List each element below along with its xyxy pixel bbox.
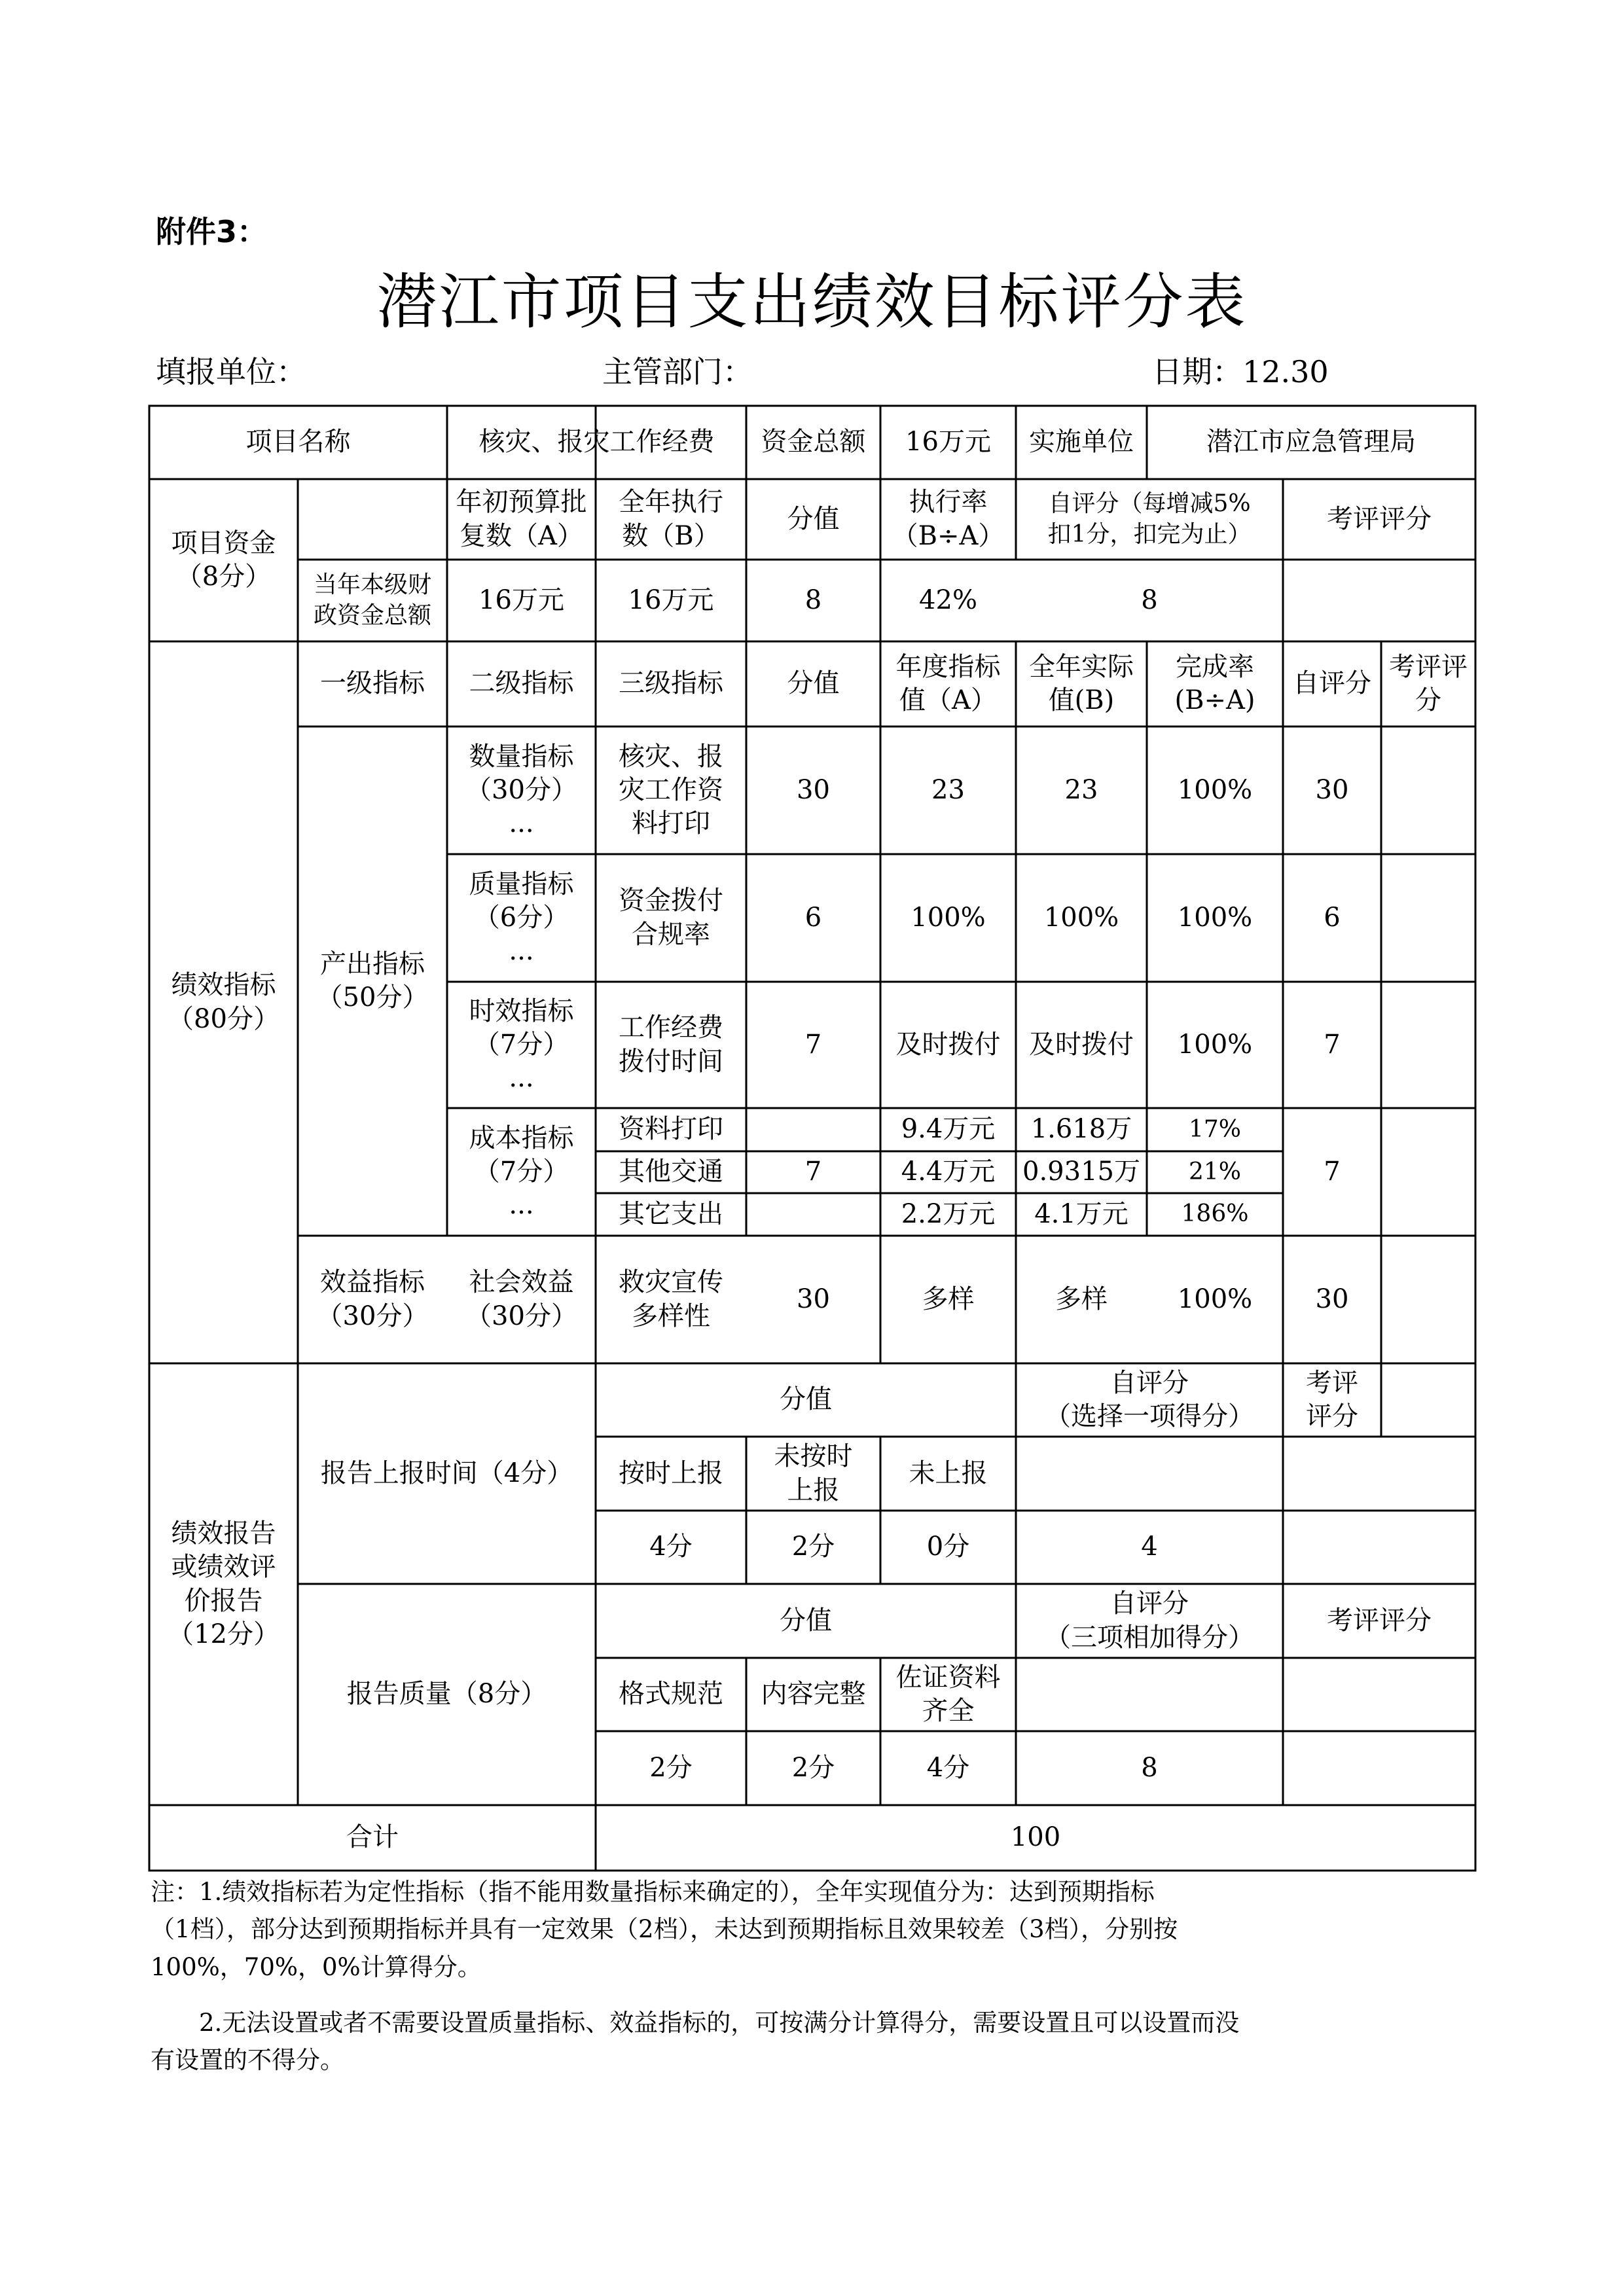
output-indicator-label: 产出指标 （50分） [316, 948, 429, 1013]
funds-exec: 16万元 [628, 584, 714, 615]
perf-h-rate: 完成率 (B÷A) [1174, 651, 1255, 715]
funds-score: 8 [804, 584, 822, 615]
benefit-indicator-label: 效益指标 （30分） [316, 1267, 429, 1331]
qty-target: 23 [931, 774, 965, 805]
cost-row-rate: 17% [1188, 1115, 1241, 1143]
note-2: 2.无法设置或者不需要设置质量指标、效益指标的，可按满分计算得分，需要设置且可以设置而没 有设置的不得分。 [151, 2009, 1240, 2075]
funds-row-label: 当年本级财 政资金总额 [313, 571, 431, 629]
report-quality-self-label: 自评分 （三项相加得分） [1045, 1588, 1254, 1653]
total-funds-label: 资金总额 [761, 427, 866, 457]
funds-section-label: 项目资金 （8分） [171, 528, 276, 592]
perf-h-actual: 全年实际 值(B) [1029, 651, 1134, 715]
report-content-points: 2分 [791, 1752, 835, 1783]
cost-row-name: 其他交通 [619, 1157, 723, 1187]
social-target: 多样 [922, 1283, 975, 1314]
cost-indicator-label: 成本指标 （7分） ... [469, 1122, 574, 1221]
cost-row-name: 其它支出 [619, 1198, 723, 1229]
report-on-time-points: 4分 [649, 1532, 693, 1562]
cost-row-actual: 4.1万元 [1034, 1198, 1128, 1229]
social-self: 30 [1315, 1283, 1349, 1314]
report-evidence: 佐证资料 齐全 [895, 1662, 1001, 1726]
report-time-self: 4 [1141, 1532, 1158, 1562]
social-score: 30 [797, 1283, 830, 1314]
report-format: 格式规范 [619, 1679, 723, 1710]
funds-col-budget: 年初预算批 复数（A） [456, 487, 587, 551]
date-label: 日期：12.30 [1152, 354, 1329, 389]
time-actual: 及时拨付 [1029, 1029, 1134, 1060]
qty-indicator-label: 数量指标 （30分） ... [465, 741, 577, 839]
cost-row-rate: 21% [1188, 1158, 1241, 1185]
qual-actual: 100% [1043, 902, 1119, 933]
report-content: 内容完整 [761, 1679, 866, 1710]
report-late: 未按时 上报 [774, 1441, 853, 1505]
department-label: 主管部门： [602, 354, 753, 389]
cost-score: 7 [804, 1156, 822, 1187]
cost-row-target: 2.2万元 [901, 1198, 996, 1229]
report-evidence-points: 4分 [926, 1752, 970, 1783]
social-benefit-label: 社会效益 （30分） [465, 1267, 577, 1331]
funds-col-rate: 执行率 （B÷A） [892, 487, 1005, 551]
time-level3: 工作经费 拨付时间 [619, 1013, 723, 1077]
cost-row-target: 4.4万元 [901, 1157, 996, 1187]
perf-h-target: 年度指标 值（A） [895, 651, 1001, 715]
cost-row-target: 9.4万元 [901, 1114, 996, 1145]
qual-score: 6 [804, 902, 822, 933]
cost-row-rate: 186% [1181, 1200, 1249, 1228]
impl-unit-label: 实施单位 [1029, 427, 1134, 457]
perf-h-level3: 三级指标 [619, 668, 723, 699]
qty-level3: 核灾、报 灾工作资 料打印 [619, 741, 723, 839]
qual-rate: 100% [1177, 902, 1253, 933]
qty-self: 30 [1315, 774, 1349, 805]
report-time-score-label: 分值 [780, 1384, 832, 1415]
perf-h-self: 自评分 [1293, 668, 1371, 699]
total-funds-value: 16万元 [905, 427, 991, 457]
perf-h-level2: 二级指标 [469, 668, 574, 699]
funds-col-score: 分值 [787, 503, 840, 534]
qty-score: 30 [797, 774, 830, 805]
report-quality-self: 8 [1141, 1752, 1158, 1783]
qual-level3: 资金拨付 合规率 [619, 886, 723, 950]
time-score: 7 [804, 1029, 822, 1060]
time-target: 及时拨付 [895, 1029, 1001, 1060]
reporting-unit-label: 填报单位： [156, 354, 306, 389]
cost-row-actual: 0.9315万 [1022, 1157, 1140, 1187]
qty-rate: 100% [1177, 774, 1253, 805]
report-format-points: 2分 [649, 1752, 693, 1783]
report-time-self-label: 自评分 （选择一项得分） [1045, 1367, 1254, 1431]
time-rate: 100% [1177, 1029, 1253, 1060]
qty-actual: 23 [1064, 774, 1098, 805]
perf-section-label: 绩效指标 （80分） [168, 970, 280, 1034]
qual-target: 100% [911, 902, 986, 933]
page-title: 潜江市项目支出绩效目标评分表 [376, 267, 1248, 337]
project-name-label: 项目名称 [245, 427, 351, 457]
perf-h-score: 分值 [787, 668, 840, 699]
funds-col-self: 自评分（每增减5% 扣1分，扣完为止） [1047, 490, 1252, 548]
cost-row-actual: 1.618万 [1030, 1114, 1132, 1145]
cost-self: 7 [1324, 1156, 1341, 1187]
funds-budget: 16万元 [478, 584, 564, 615]
time-indicator-label: 时效指标 （7分） ... [469, 996, 574, 1094]
qual-self: 6 [1324, 902, 1341, 933]
funds-col-exec: 全年执行 数（B） [619, 487, 723, 551]
report-quality-score-label: 分值 [780, 1605, 832, 1636]
total-value: 100 [1010, 1822, 1061, 1853]
project-name-value: 核灾、报灾工作经费 [478, 427, 715, 457]
cost-row-name: 资料打印 [619, 1114, 723, 1145]
qual-indicator-label: 质量指标 （6分） ... [469, 869, 574, 967]
note-1: 注：1.绩效指标若为定性指标（指不能用数量指标来确定的），全年实现值分为：达到预期指标 （1档），部分达到预期指标并具有一定效果（2档），未达到预期指标且效果较差（3档），分别按 100%，70%，0%计算得分。 [151, 1878, 1178, 1981]
social-rate: 100% [1177, 1283, 1253, 1314]
report-section-label: 绩效报告 或绩效评 价报告 （12分） [168, 1518, 280, 1649]
report-quality-review-label: 考评评分 [1327, 1605, 1432, 1636]
report-time-review-label: 考评 评分 [1306, 1367, 1358, 1431]
attachment-label: 附件3： [156, 214, 268, 249]
perf-h-level1: 一级指标 [320, 668, 425, 699]
perf-h-review: 考评评 分 [1389, 651, 1468, 715]
funds-rate: 42% [919, 584, 977, 615]
report-quality-label: 报告质量（8分） [346, 1679, 547, 1710]
social-level3: 救灾宣传 多样性 [619, 1267, 723, 1331]
funds-self: 8 [1141, 584, 1158, 615]
impl-unit-value: 潜江市应急管理局 [1206, 427, 1416, 457]
social-actual: 多样 [1055, 1283, 1108, 1314]
funds-col-review: 考评评分 [1327, 503, 1432, 534]
time-self: 7 [1324, 1029, 1341, 1060]
report-not-reported: 未上报 [909, 1458, 988, 1488]
report-on-time: 按时上报 [619, 1458, 723, 1488]
report-not-reported-points: 0分 [926, 1532, 970, 1562]
total-label: 合计 [346, 1822, 399, 1853]
report-time-label: 报告上报时间（4分） [320, 1458, 573, 1488]
report-late-points: 2分 [791, 1532, 835, 1562]
